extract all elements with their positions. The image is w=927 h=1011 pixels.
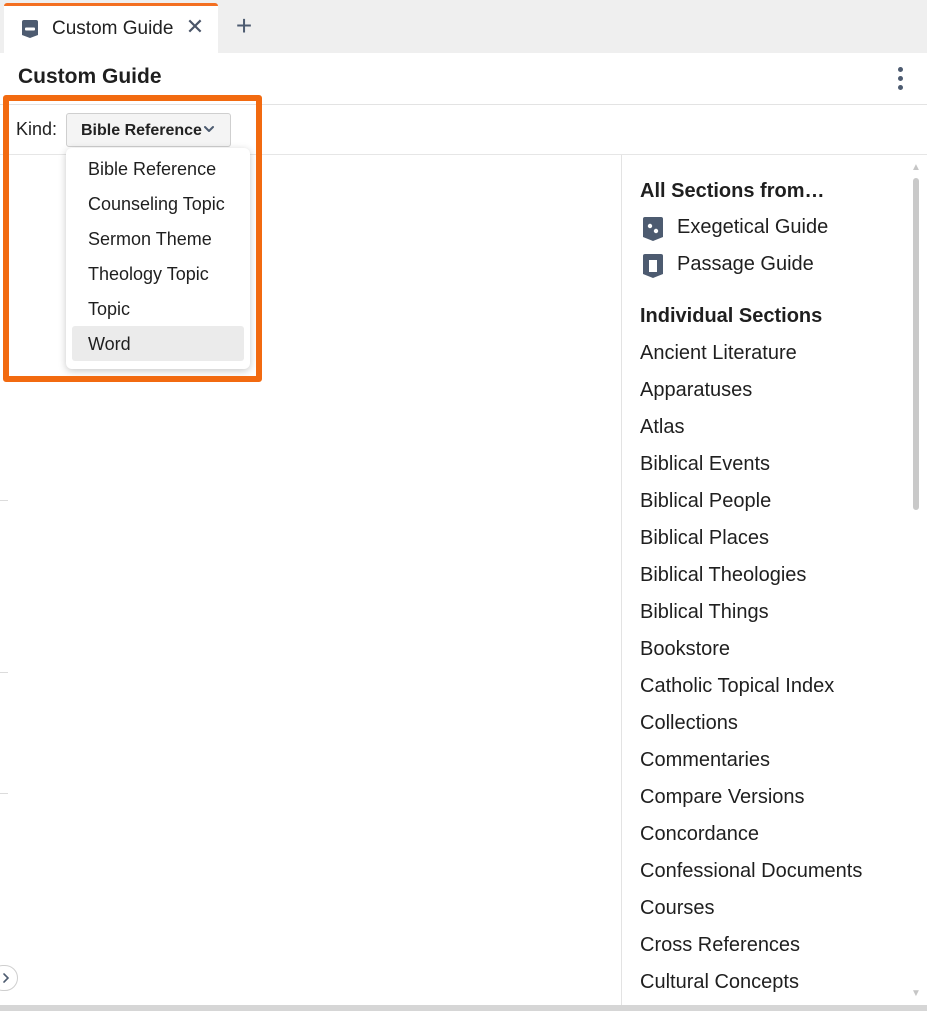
bottom-edge <box>0 1005 927 1011</box>
guide-icon <box>21 19 39 39</box>
section-item[interactable]: Compare Versions <box>640 786 805 808</box>
section-item[interactable]: Concordance <box>640 823 759 845</box>
kind-selected-value: Bible Reference <box>81 122 202 139</box>
section-item[interactable]: Biblical People <box>640 490 772 512</box>
section-item[interactable]: Cross References <box>640 934 801 956</box>
panel-header <box>0 53 927 105</box>
section-item[interactable]: Collections <box>640 712 738 734</box>
passage-guide-icon <box>642 253 664 279</box>
tab-custom-guide[interactable] <box>4 3 218 53</box>
option-label: Sermon Theme <box>88 229 212 249</box>
close-icon[interactable]: ✕ <box>185 14 205 39</box>
more-vertical-icon[interactable] <box>889 65 911 93</box>
dropdown-option-theology-topic[interactable] <box>72 256 244 291</box>
tab-bar <box>0 0 927 53</box>
dropdown-option-sermon-theme[interactable] <box>72 221 244 256</box>
section-item[interactable]: Cultural Concepts <box>640 971 799 993</box>
dropdown-option-bible-reference[interactable] <box>72 151 244 186</box>
section-item[interactable]: Bookstore <box>640 638 731 660</box>
section-item[interactable]: Courses <box>640 897 715 919</box>
section-item[interactable]: Biblical Things <box>640 601 769 623</box>
individual-sections-heading: Individual Sections <box>640 305 823 327</box>
option-label: Topic <box>88 299 131 319</box>
option-label: Bible Reference <box>88 159 217 179</box>
all-sections-heading: All Sections from… <box>640 180 825 202</box>
add-tab-icon[interactable]: + <box>235 10 253 41</box>
dropdown-option-word[interactable] <box>72 326 244 361</box>
kind-dropdown-menu <box>66 148 250 369</box>
section-item[interactable]: Catholic Topical Index <box>640 675 835 697</box>
left-edge-divider <box>0 793 8 794</box>
chevron-right-icon <box>2 972 10 984</box>
sections-scrollbar[interactable] <box>905 160 927 1005</box>
section-item[interactable]: Biblical Theologies <box>640 564 807 586</box>
chevron-down-icon <box>203 123 215 135</box>
tab-label: Custom Guide <box>52 18 174 39</box>
left-edge-divider <box>0 672 8 673</box>
section-item[interactable]: Commentaries <box>640 749 771 771</box>
scroll-down-icon[interactable]: ▼ <box>911 988 921 999</box>
exegetical-guide-icon <box>642 216 664 242</box>
section-item[interactable]: Ancient Literature <box>640 342 797 364</box>
left-edge-divider <box>0 500 8 501</box>
expand-panel-button[interactable] <box>0 965 18 991</box>
guide-label: Passage Guide <box>677 253 814 275</box>
scrollbar-thumb[interactable] <box>913 178 919 510</box>
section-item[interactable]: Confessional Documents <box>640 860 863 882</box>
sections-panel <box>622 155 927 1005</box>
kind-label: Kind: <box>16 119 58 139</box>
section-item[interactable]: Atlas <box>640 416 685 438</box>
scroll-up-icon[interactable]: ▲ <box>911 162 921 173</box>
dropdown-option-counseling-topic[interactable] <box>72 186 244 221</box>
kind-dropdown[interactable] <box>66 113 231 147</box>
section-item[interactable]: Biblical Places <box>640 527 769 549</box>
option-label: Theology Topic <box>88 264 209 284</box>
dropdown-option-topic[interactable] <box>72 291 244 326</box>
section-item[interactable]: Biblical Events <box>640 453 771 475</box>
guide-label: Exegetical Guide <box>677 216 829 238</box>
section-item[interactable]: Apparatuses <box>640 379 753 401</box>
option-label: Word <box>88 334 131 354</box>
option-label: Counseling Topic <box>88 194 225 214</box>
page-title: Custom Guide <box>18 65 162 88</box>
